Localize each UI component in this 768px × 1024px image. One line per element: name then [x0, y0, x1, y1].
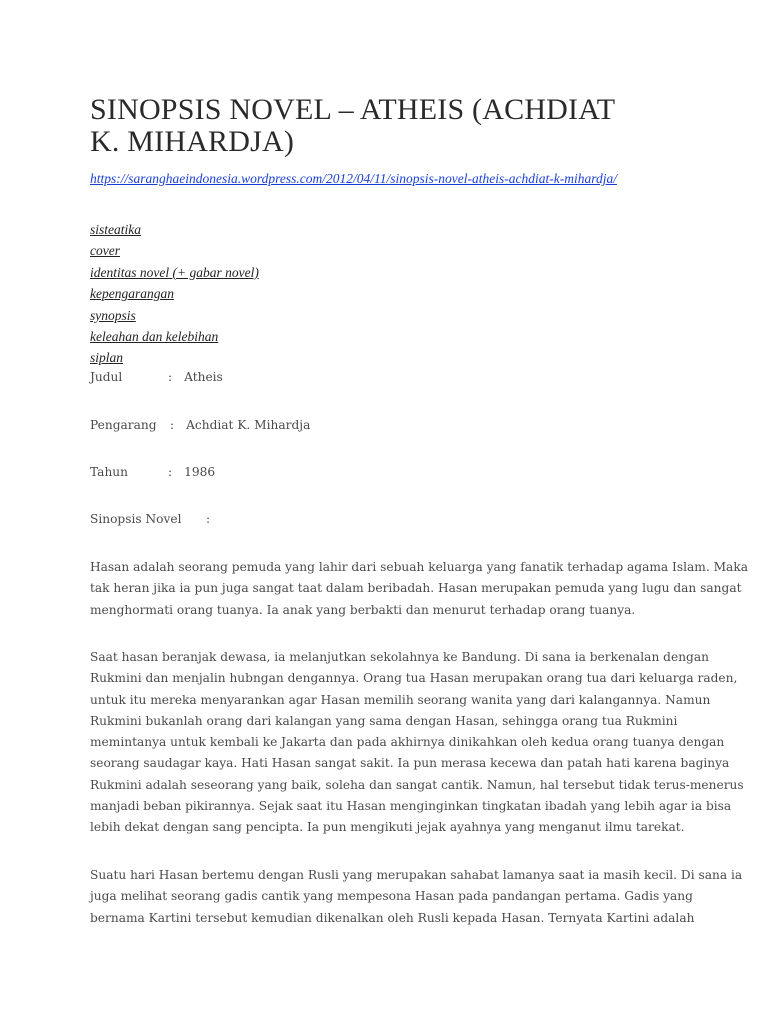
synopsis-paragraph-3	[90, 865, 743, 929]
source-url-link[interactable]: https://saranghaeindonesia.wordpress.com/2012/04/11/sinopsis-novel-atheis-achdiat-k-mihardja/	[90, 171, 617, 186]
paragraph-line: lebih dekat dengan sang pencipta. Ia pun mengikuti jejak ayahnya yang menganut ilmu tarekat.	[90, 820, 685, 835]
paragraph-line: juga melihat seorang gadis cantik yang mempesona Hasan pada pandangan pertama. Gadis yang	[90, 889, 693, 904]
outline-item: synopsis	[90, 307, 136, 323]
outline-item: kepengarangan	[90, 286, 174, 302]
meta-label: Pengarang	[90, 418, 157, 432]
meta-colon: :	[168, 465, 173, 479]
outline-item: keleahan dan kelebihan	[90, 329, 219, 345]
title-line-1: SINOPSIS NOVEL – ATHEIS (ACHDIAT	[90, 93, 616, 126]
meta-label: Tahun	[90, 465, 128, 479]
paragraph-line: tak heran jika ia pun juga sangat taat dalam beribadah. Hasan merupakan pemuda yang lugu dan sangat	[90, 581, 742, 596]
meta-colon: :	[170, 418, 175, 432]
meta-colon: :	[168, 370, 173, 384]
paragraph-line: bernama Kartini tersebut kemudian dikenalkan oleh Rusli kepada Hasan. Ternyata Kartini adalah	[90, 910, 695, 925]
paragraph-line: Rukmini adalah seseorang yang baik, soleha dan sangat cantik. Namun, hal tersebut tidak terus-menerus	[90, 777, 744, 792]
paragraph-line: seorang saudagar kaya. Hati Hasan sangat sakit. Ia pun merasa kecewa dan patah hati karena baginya	[90, 756, 730, 771]
paragraph-line: Suatu hari Hasan bertemu dengan Rusli yang merupakan sahabat lamanya saat ia masih kecil. Di sana ia	[90, 868, 743, 882]
meta-value: 1986	[184, 465, 216, 479]
outline-item: identitas novel (+ gabar novel)	[90, 264, 259, 280]
paragraph-line: menghormati orang tuanya. Ia anak yang berbakti dan menurut terhadap orang tuanya.	[90, 602, 636, 617]
outline-list	[90, 219, 259, 369]
meta-label: Judul	[90, 370, 123, 384]
paragraph-line: manjadi beban pikirannya. Sejak saat itu Hasan menginginkan tingkatan ibadah yang lebih agar ia bisa	[90, 799, 732, 814]
meta-judul	[90, 368, 223, 386]
outline-item: sisteatika	[90, 222, 141, 237]
outline-item: cover	[90, 243, 120, 259]
meta-pengarang	[90, 416, 310, 434]
meta-label: Sinopsis Novel	[90, 512, 182, 526]
title-line-2: K. MIHARDJA)	[90, 125, 295, 158]
document-title	[90, 94, 680, 158]
paragraph-line: Saat hasan beranjak dewasa, ia melanjutkan sekolahnya ke Bandung. Di sana ia berkenalan dengan	[90, 650, 709, 664]
paragraph-line: untuk itu mereka menyarankan agar Hasan memilih seorang wanita yang dari kalangannya. Namun	[90, 692, 711, 707]
meta-tahun	[90, 463, 215, 481]
meta-value: Achdiat K. Mihardja	[186, 418, 311, 432]
paragraph-line: memintanya untuk kembali ke Jakarta dan pada akhirnya dinikahkan oleh kedua orang tuanya dengan	[90, 735, 725, 750]
paragraph-line: Hasan adalah seorang pemuda yang lahir dari sebuah keluarga yang fanatik terhadap agama Islam. Maka	[90, 560, 748, 574]
outline-item: siplan	[90, 350, 124, 366]
meta-value: Atheis	[184, 370, 223, 384]
meta-sinopsis	[90, 510, 210, 528]
meta-colon: :	[206, 512, 211, 526]
synopsis-paragraph-2	[90, 647, 744, 839]
paragraph-line: Rukmini bukanlah orang dari kalangan yang sama dengan Hasan, sehingga orang tua Rukmini	[90, 713, 678, 728]
paragraph-line: Rukmini dan menjalin hubngan dengannya. Orang tua Hasan merupakan orang tua dari keluarga raden,	[90, 671, 738, 686]
synopsis-paragraph-1	[90, 557, 748, 621]
